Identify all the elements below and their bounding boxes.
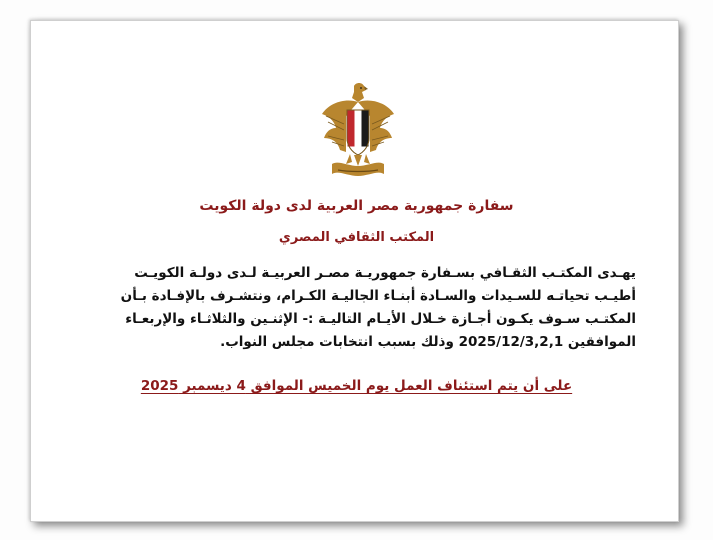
body-line: الموافقين 2025/12/3,2,1 وذلك بسبب انتخابات مجلس النواب. <box>220 334 636 350</box>
resumption-notice <box>0 378 713 394</box>
embassy-title: سفارة جمهورية مصر العربية لدى دولة الكويت <box>199 198 514 214</box>
announcement-body <box>70 262 636 354</box>
body-line: المكتـب سـوف يكـون أجـازة خـلال الأيـام التاليـة :- الإثنـين والثلاثـاء والإربعـاء <box>125 311 636 327</box>
cultural-office-subtitle: المكتب الثقافي المصري <box>278 230 435 245</box>
egypt-eagle-emblem-icon <box>318 80 398 182</box>
resumption-notice-text: على أن يتم استئناف العمل يوم الخميس الموافق 4 ديسمبر 2025 <box>140 378 573 394</box>
body-line: أطيـب تحياتـه للسـيدات والسـادة أبنـاء الجاليـة الكـرام، ونتشـرف بالإفـادة بـأن <box>120 288 636 304</box>
body-line: يهـدى المكتـب الثقـافي بسـفارة جمهوريـة مصـر العربيـة لـدى دولـة الكويـت <box>134 265 636 281</box>
